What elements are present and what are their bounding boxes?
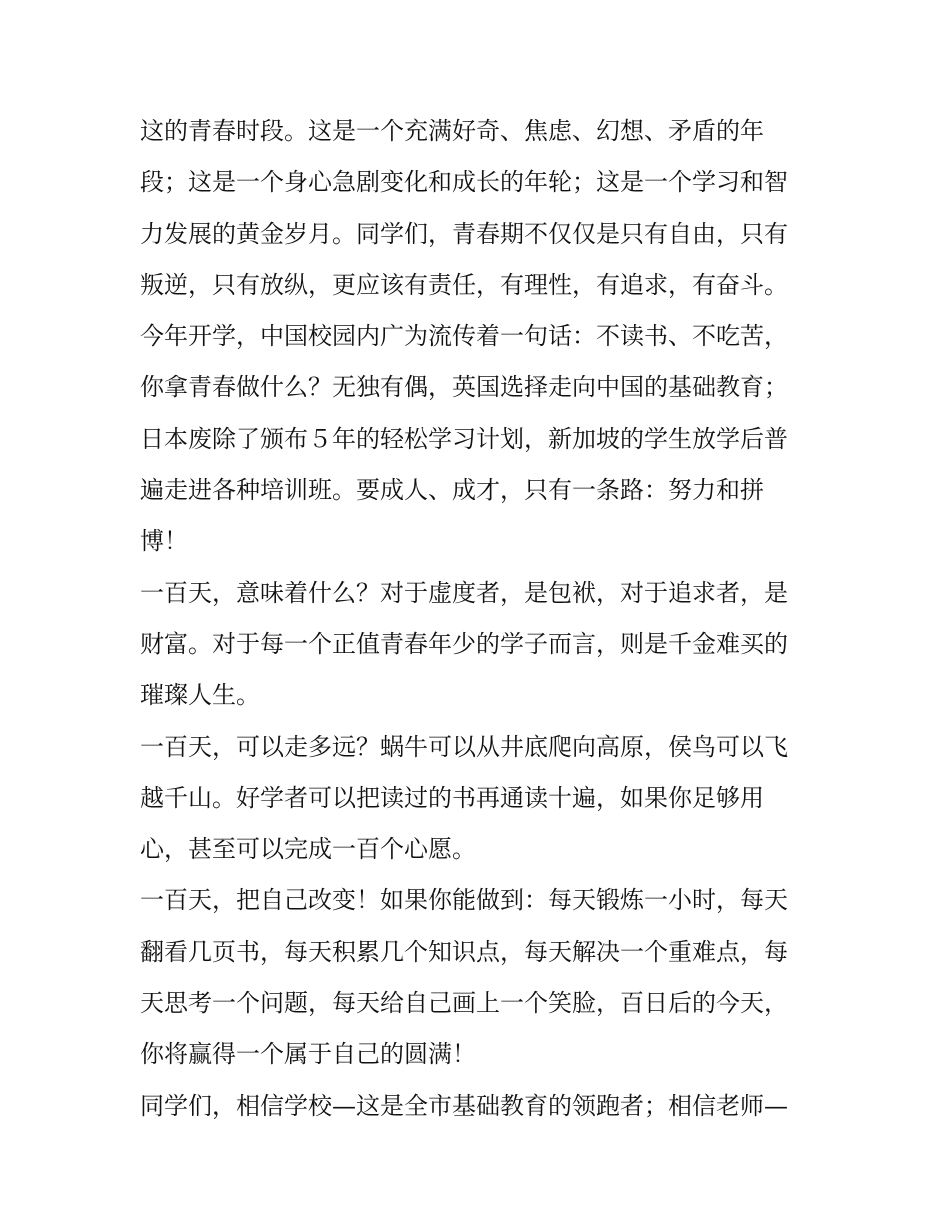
text-line: 这的青春时段。这是一个充满好奇、焦虑、幻想、矛盾的年 — [140, 117, 764, 145]
paragraph-5 — [140, 875, 820, 1080]
text-line: 博！ — [140, 527, 188, 556]
text-line: 心，甚至可以完成一百个心愿。 — [140, 835, 476, 864]
text-line: 一百天，意味着什么？对于虚度者，是包袱，对于追求者，是 — [140, 578, 788, 607]
text-line: 越千山。好学者可以把读过的书再通读十遍，如果你足够用 — [140, 783, 764, 812]
text-line: 翻看几页书，每天积累几个知识点，每天解决一个重难点，每 — [140, 937, 788, 966]
text-line: 日本废除了颁布５年的轻松学习计划，新加坡的学生放学后普 — [140, 424, 788, 453]
text-line: 一百天，把自己改变！如果你能做到：每天锻炼一小时，每天 — [140, 886, 788, 915]
text-line: 你将赢得一个属于自己的圆满！ — [140, 1040, 476, 1069]
text-line: 财富。对于每一个正值青春年少的学子而言，则是千金难买的 — [140, 629, 788, 658]
paragraph-6 — [140, 1081, 820, 1132]
document-body — [140, 106, 820, 1132]
text-line: 一百天，可以走多远？蜗牛可以从井底爬向高原，侯鸟可以飞 — [140, 732, 788, 761]
paragraph-1 — [140, 106, 820, 311]
text-line: 段；这是一个身心急剧变化和成长的年轮；这是一个学习和智 — [140, 168, 788, 197]
text-line: 今年开学，中国校园内广为流传着一句话：不读书、不吃苦， — [140, 322, 788, 351]
text-line: 你拿青春做什么？无独有偶，英国选择走向中国的基础教育； — [140, 373, 788, 402]
text-line: 天思考一个问题，每天给自己画上一个笑脸，百日后的今天， — [140, 989, 788, 1018]
text-line: 遍走进各种培训班。要成人、成才，只有一条路：努力和拼 — [140, 476, 764, 505]
text-line: 璀璨人生。 — [140, 681, 260, 710]
text-line: 力发展的黄金岁月。同学们，青春期不仅仅是只有自由，只有 — [140, 219, 788, 248]
text-line: 叛逆，只有放纵，更应该有责任，有理性，有追求，有奋斗。 — [140, 270, 788, 299]
paragraph-2 — [140, 311, 820, 567]
paragraph-3 — [140, 568, 820, 722]
text-line: 同学们，相信学校—这是全市基础教育的领跑者；相信老师— — [140, 1091, 788, 1120]
paragraph-4 — [140, 722, 820, 876]
